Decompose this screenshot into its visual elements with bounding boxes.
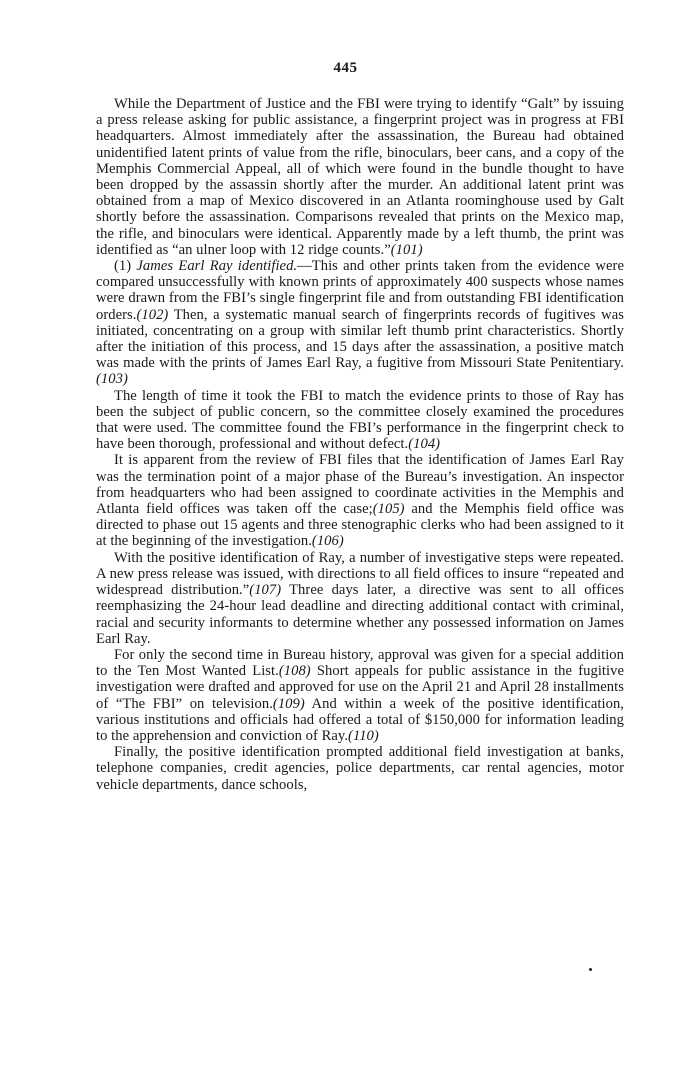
text-run: Three days later, a directive was sent to all offices reemphasizing the 24-hour lead deadline and directing additional contact with criminal, racial and security informants to determine whether any possessed information on James Earl Ray. <box>96 582 624 647</box>
footnote-reference: (102) <box>136 306 169 323</box>
paragraph <box>96 388 624 453</box>
text-run: and the Memphis field office was directed to phase out 15 agents and three stenographic clerks who had been assigned to it at the beginning of the investigation. <box>96 501 624 550</box>
footnote-reference: (110) <box>348 727 379 744</box>
body-text <box>96 96 624 793</box>
section-heading: James Earl Ray identified. <box>136 258 298 275</box>
text-run: (1) <box>114 258 137 275</box>
text-run: —This and other prints taken from the evidence were compared unsuccessfully with known prints of approximately 400 suspects whose names were drawn from the FBI’s single fingerprint file and from outstanding FBI identification orders. <box>96 258 624 323</box>
text-run: The length of time it took the FBI to match the evidence prints to those of Ray has been the subject of public concern, so the committee closely examined the procedures that were used. The committee found the FBI’s performance in the fingerprint check to have been thorough, professional and without defect. <box>96 387 624 453</box>
text-run: Then, a systematic manual search of fingerprints records of fugitives was initiated, concentrating on a group with similar left thumb print characteristics. Shortly after the initiation of this process, and 15 days after the assassination, a positive match was made with the prints of James Earl Ray, a fugitive from Missouri State Penitentiary. <box>96 306 624 372</box>
text-run: And within a week of the positive identification, various institutions and officials had offered a total of $150,000 for information leading to the apprehension and conviction of Ray. <box>96 695 624 744</box>
text-run: With the positive identification of Ray, a number of investigative steps were repeated. A new press release was issued, with directions to all field offices to insure “repeated and widespread distribution.” <box>96 549 624 599</box>
footnote-reference: (101) <box>390 241 423 258</box>
paragraph <box>96 744 624 793</box>
paragraph <box>96 550 624 647</box>
page-number: 445 <box>333 60 358 76</box>
footnote-reference: (105) <box>372 501 405 518</box>
stray-mark <box>589 968 592 971</box>
paragraph <box>96 258 624 388</box>
text-run: Short appeals for public assistance in the fugitive investigation were drafted and approved for use on the April 21 and April 28 installments of “The FBI” on television. <box>96 663 625 712</box>
footnote-reference: (107) <box>249 582 282 599</box>
paragraph <box>96 452 624 549</box>
footnote-reference: (106) <box>311 533 344 550</box>
footnote-reference: (108) <box>278 663 311 680</box>
text-run: While the Department of Justice and the FBI were trying to identify “Galt” by issuing a press release asking for public assistance, a fingerprint project was in progress at FBI headquarters. Almost immediately after the assassination, the Bureau had obtained unidentified latent prints of value from the rifle, binoculars, beer cans, and a copy of the Memphis Commercial Appeal, all of which were found in the bundle thought to have been dropped by the assassin shortly after the murder. An additional latent print was obtained from a map of Mexico discovered in an Atlanta roominghouse used by Galt shortly before the assassination. Comparisons revealed that prints on the Mexico map, the rifle, and binoculars were identical. Apparently made by a left thumb, the print was identified as “an ulner loop with 12 ridge counts.” <box>96 96 624 258</box>
text-run: It is apparent from the review of FBI files that the identification of James Earl Ray was the termination point of a major phase of the Bureau’s investigation. An inspector from headquarters who had been assigned to coordinate activities in the Memphis and Atlanta field offices was taken off the case; <box>96 452 624 518</box>
paragraph <box>96 647 624 744</box>
paragraph <box>96 96 624 258</box>
text-run: For only the second time in Bureau history, approval was given for a special addition to the Ten Most Wanted List. <box>96 646 624 680</box>
footnote-reference: (109) <box>272 695 305 712</box>
footnote-reference: (103) <box>96 371 128 388</box>
text-run: Finally, the positive identification prompted additional field investigation at banks, telephone companies, credit agencies, police departments, car rental agencies, motor vehicle departments, dance schools, <box>96 744 624 793</box>
footnote-reference: (104) <box>408 436 441 453</box>
